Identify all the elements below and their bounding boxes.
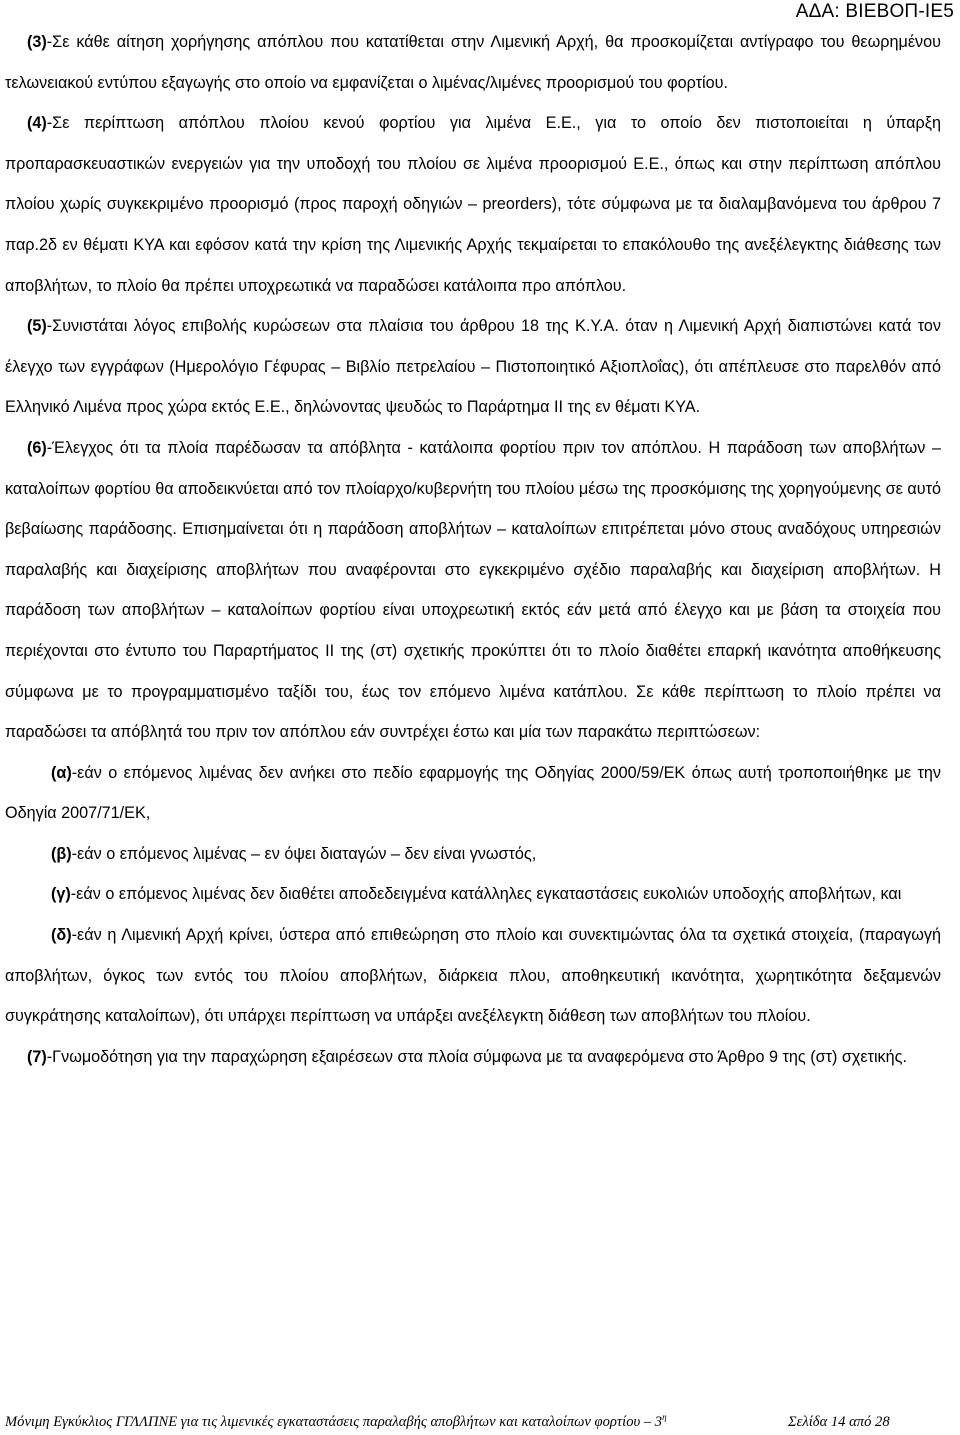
footer-title-superscript: η bbox=[662, 1412, 667, 1423]
document-ada-code: ΑΔΑ: ΒΙΕΒΟΠ-ΙΕ5 bbox=[795, 1, 954, 22]
paragraph-label: (6) bbox=[27, 438, 47, 457]
paragraph-3 bbox=[5, 22, 941, 103]
paragraph-4 bbox=[5, 103, 941, 306]
paragraph-text: -Γνωμοδότηση για την παραχώρηση εξαιρέσεων στα πλοία σύμφωνα με τα αναφερόμενα στο Άρθρο 9 της (στ) σχετικής. bbox=[46, 1047, 907, 1066]
paragraph-5 bbox=[5, 306, 941, 428]
document-body bbox=[5, 22, 941, 1077]
paragraph-label: (γ) bbox=[51, 885, 71, 904]
paragraph-6 bbox=[5, 428, 941, 753]
subparagraph-b bbox=[5, 834, 941, 875]
paragraph-text: -εάν ο επόμενος λιμένας δεν διαθέτει αποδεδειγμένα κατάλληλες εγκαταστάσεις ευκολιών υποδοχής αποβλήτων, και bbox=[70, 885, 902, 904]
paragraph-label: (δ) bbox=[51, 926, 72, 945]
paragraph-label: (5) bbox=[27, 317, 47, 336]
paragraph-text: -Σε περίπτωση απόπλου πλοίου κενού φορτίου για λιμένα Ε.Ε., για το οποίο δεν πιστοποιείται η ύπαρξη προπαρασκευαστικών ενεργειών για την υποδοχή του πλοίου σε λιμένα προορισμού Ε.Ε., όπως και στην περίπτωση απόπλου πλοίου χωρίς συγκεκριμένο προορισμό (προς παροχή οδηγιών – preorders), τότε σύμφωνα με τα διαλαμβανόμενα του άρθρου 7 παρ.2δ εν θέματι ΚΥΑ και εφόσον κατά την κρίση της Λιμενικής Αρχής τεκμαίρεται το επακόλουθο της ανεξέλεγκτης διάθεσης των αποβλήτων, το πλοίο θα πρέπει υποχρεωτικά να παραδώσει κατάλοιπα προ απόπλου. bbox=[5, 114, 941, 295]
paragraph-label: (7) bbox=[27, 1047, 47, 1066]
paragraph-text: -εάν η Λιμενική Αρχή κρίνει, ύστερα από επιθεώρηση στο πλοίο και συνεκτιμώντας όλα τα σχετικά στοιχεία, (παραγωγή αποβλήτων, όγκος των εντός του πλοίου αποβλήτων, διάρκεια πλου, αποθηκευτική ικανότητα, χωρητικότητα δεξαμενών συγκράτησης καταλοίπων), ότι υπάρχει περίπτωση να υπάρξει ανεξέλεγκτη διάθεση των αποβλήτων του πλοίου. bbox=[5, 926, 941, 1026]
paragraph-text: -Συνιστάται λόγος επιβολής κυρώσεων στα πλαίσια του άρθρου 18 της Κ.Υ.Α. όταν η Λιμενική Αρχή διαπιστώνει κατά τον έλεγχο των εγγράφων (Ημερολόγιο Γέφυρας – Βιβλίο πετρελαίου – Πιστοποιητικό Αξιοπλοΐας), ότι απέπλευσε στο παρελθόν από Ελληνικό Λιμένα προς χώρα εκτός Ε.Ε., δηλώνοντας ψευδώς το Παράρτημα ΙΙ της εν θέματι ΚΥΑ. bbox=[5, 317, 941, 417]
subparagraph-a bbox=[5, 753, 941, 834]
paragraph-text: -Σε κάθε αίτηση χορήγησης απόπλου που κατατίθεται στην Λιμενική Αρχή, θα προσκομίζεται αντίγραφο του θεωρημένου τελωνειακού εντύπου εξαγωγής στο οποίο να εμφανίζεται ο λιμένας/λιμένες προορισμού του φορτίου. bbox=[5, 33, 941, 92]
paragraph-text: -εάν ο επόμενος λιμένας – εν όψει διαταγών – δεν είναι γνωστός, bbox=[71, 844, 537, 863]
paragraph-label: (4) bbox=[27, 114, 47, 133]
paragraph-label: (β) bbox=[51, 844, 72, 863]
paragraph-label: (α) bbox=[51, 763, 72, 782]
subparagraph-d bbox=[5, 915, 941, 1037]
paragraph-7 bbox=[5, 1037, 941, 1078]
footer-title-text: Μόνιμη Εγκύκλιος ΓΓΛΛΠΝΕ για τις λιμενικές εγκαταστάσεις παραλαβής αποβλήτων και καταλοίπων φορτίου – 3 bbox=[5, 1414, 663, 1430]
paragraph-text: -Έλεγχος ότι τα πλοία παρέδωσαν τα απόβλητα - κατάλοιπα φορτίου πριν τον απόπλου. Η παράδοση των αποβλήτων – καταλοίπων φορτίου θα αποδεικνύεται από τον πλοίαρχο/κυβερνήτη του πλοίου μέσω της προσκόμισης της χορηγούμενης σε αυτό βεβαίωσης παράδοσης. Επισημαίνεται ότι η παράδοση αποβλήτων – καταλοίπων επιτρέπεται μόνο στους αναδόχους υπηρεσιών παραλαβής και διαχείρισης αποβλήτων που αναφέρονται στο εγκεκριμένο σχέδιο παραλαβής και διαχείριση αποβλήτων. Η παράδοση των αποβλήτων – καταλοίπων φορτίου είναι υποχρεωτική εκτός εάν μετά από έλεγχο και με βάση τα στοιχεία που περιέχονται στο έντυπο του Παραρτήματος ΙΙ της (στ) σχετικής προκύπτει ότι το πλοίο διαθέτει επαρκή ικανότητα αποθήκευσης σύμφωνα με το προγραμματισμένο ταξίδι του, έως τον επόμενο λιμένα κατάπλου. Σε κάθε περίπτωση το πλοίο πρέπει να παραδώσει τα απόβλητά του πριν τον απόπλου εάν συντρέχει έστω και μία των παρακάτω περιπτώσεων: bbox=[5, 438, 941, 742]
paragraph-text: -εάν ο επόμενος λιμένας δεν ανήκει στο πεδίο εφαρμογής της Οδηγίας 2000/59/ΕΚ όπως αυτή τροποποιήθηκε με την Οδηγία 2007/71/ΕΚ, bbox=[5, 763, 941, 823]
footer-page-number: Σελίδα 14 από 28 bbox=[788, 1414, 890, 1430]
subparagraph-c bbox=[5, 874, 941, 915]
footer-document-title bbox=[5, 1412, 667, 1432]
paragraph-label: (3) bbox=[27, 33, 47, 51]
